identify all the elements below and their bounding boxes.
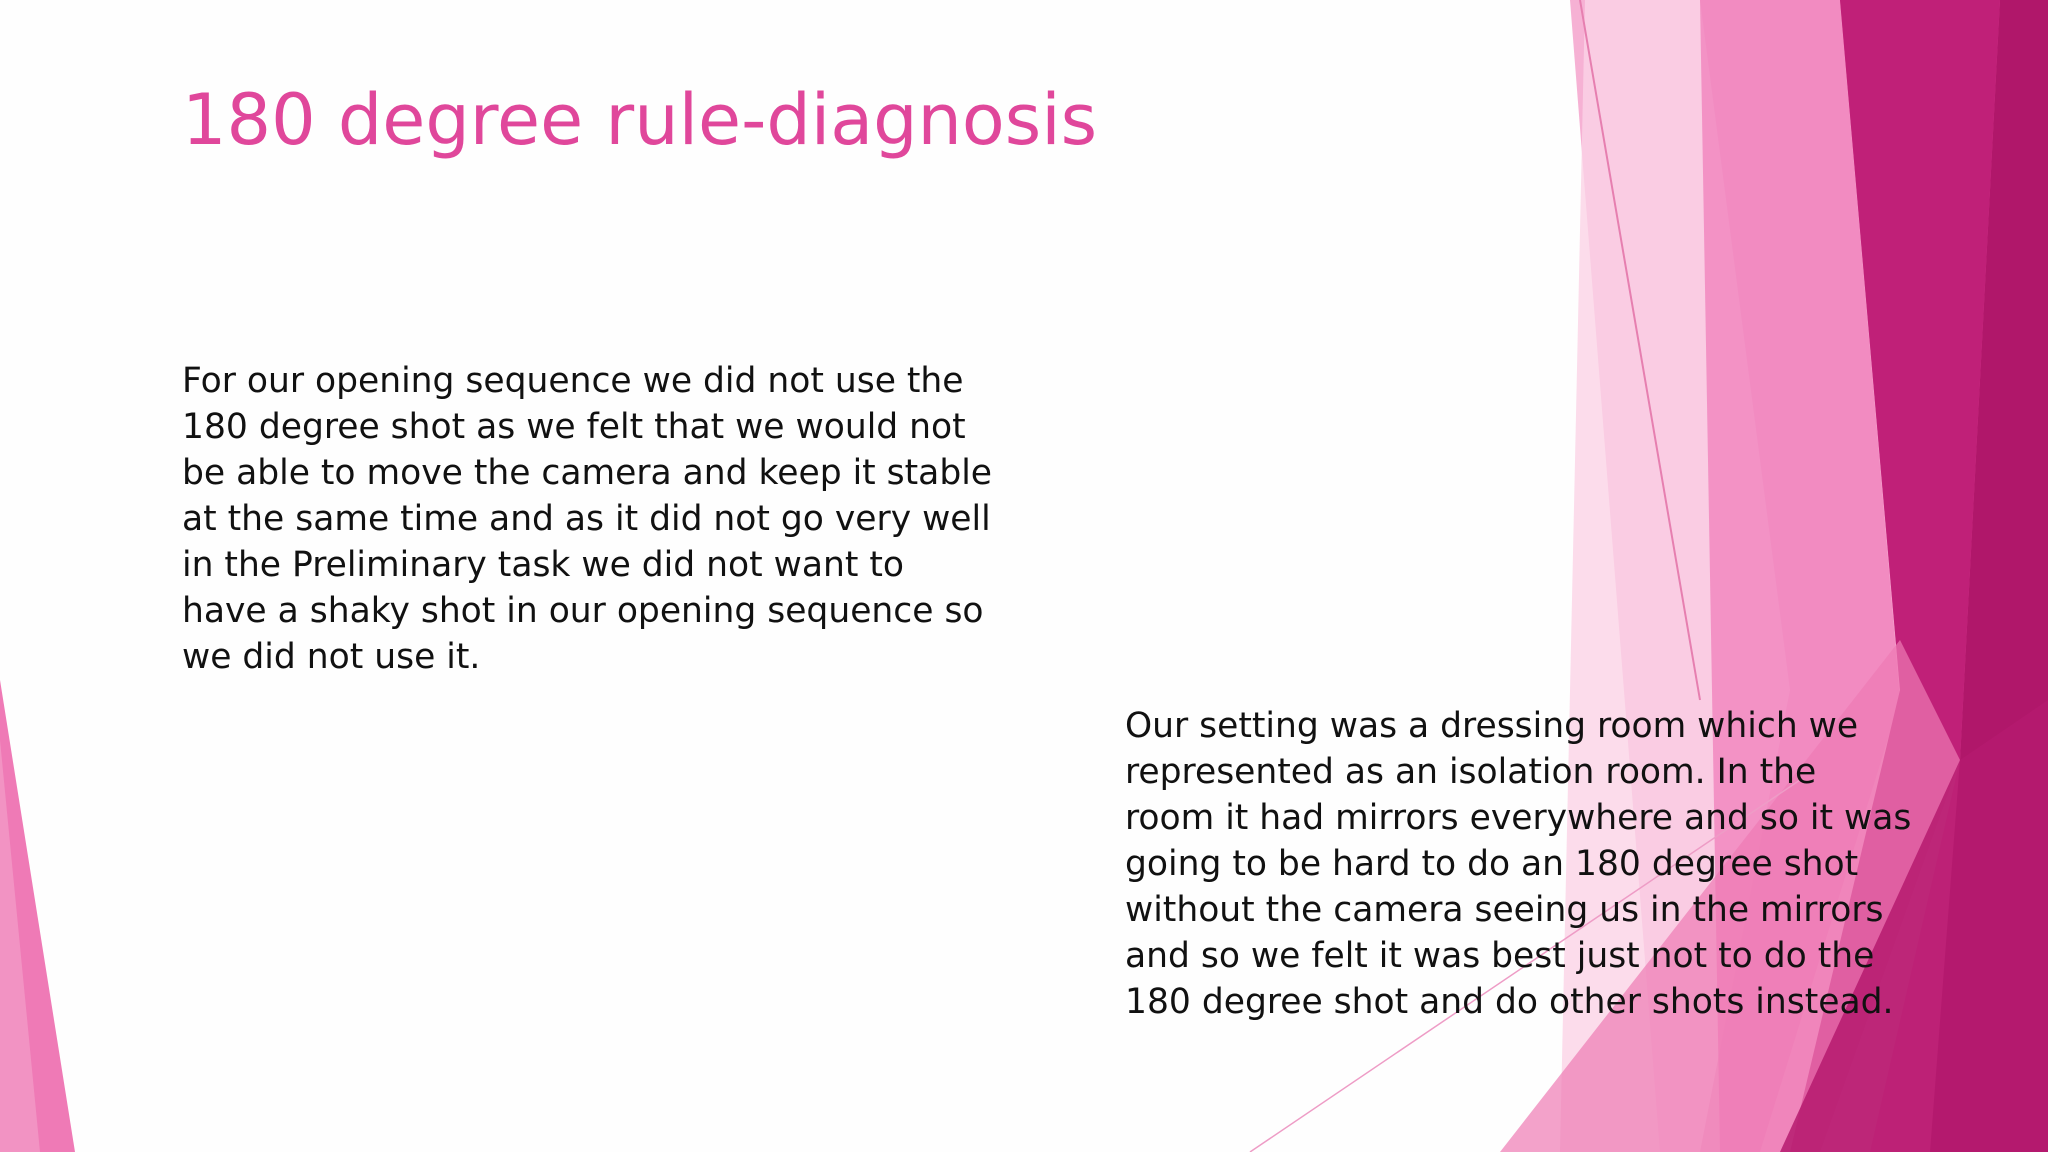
left-paragraph-line: be able to move the camera and keep it stable [182,453,993,493]
left-paragraph-line: For our opening sequence we did not use the [182,361,964,401]
right-paragraph-line: room it had mirrors everywhere and so it was [1125,798,1912,838]
right-paragraph-line: without the camera seeing us in the mirrors [1125,890,1884,930]
right-paragraph-line: 180 degree shot and do other shots instead. [1125,982,1894,1022]
slide-title: 180 degree rule-diagnosis [182,79,1098,161]
right-paragraph-line: going to be hard to do an 180 degree shot [1125,844,1859,884]
right-paragraph-line: and so we felt it was best just not to do the [1125,936,1875,976]
left-paragraph-line: in the Preliminary task we did not want to [182,545,904,585]
right-paragraph [1125,703,2025,1025]
left-paragraph [182,358,1022,680]
left-paragraph-line: have a shaky shot in our opening sequence so [182,591,984,631]
left-paragraph-line: at the same time and as it did not go very well [182,499,991,539]
right-paragraph-line: represented as an isolation room. In the [1125,752,1817,792]
right-paragraph-line: Our setting was a dressing room which we [1125,706,1859,746]
left-paragraph-line: 180 degree shot as we felt that we would not [182,407,966,447]
left-paragraph-line: we did not use it. [182,637,481,677]
